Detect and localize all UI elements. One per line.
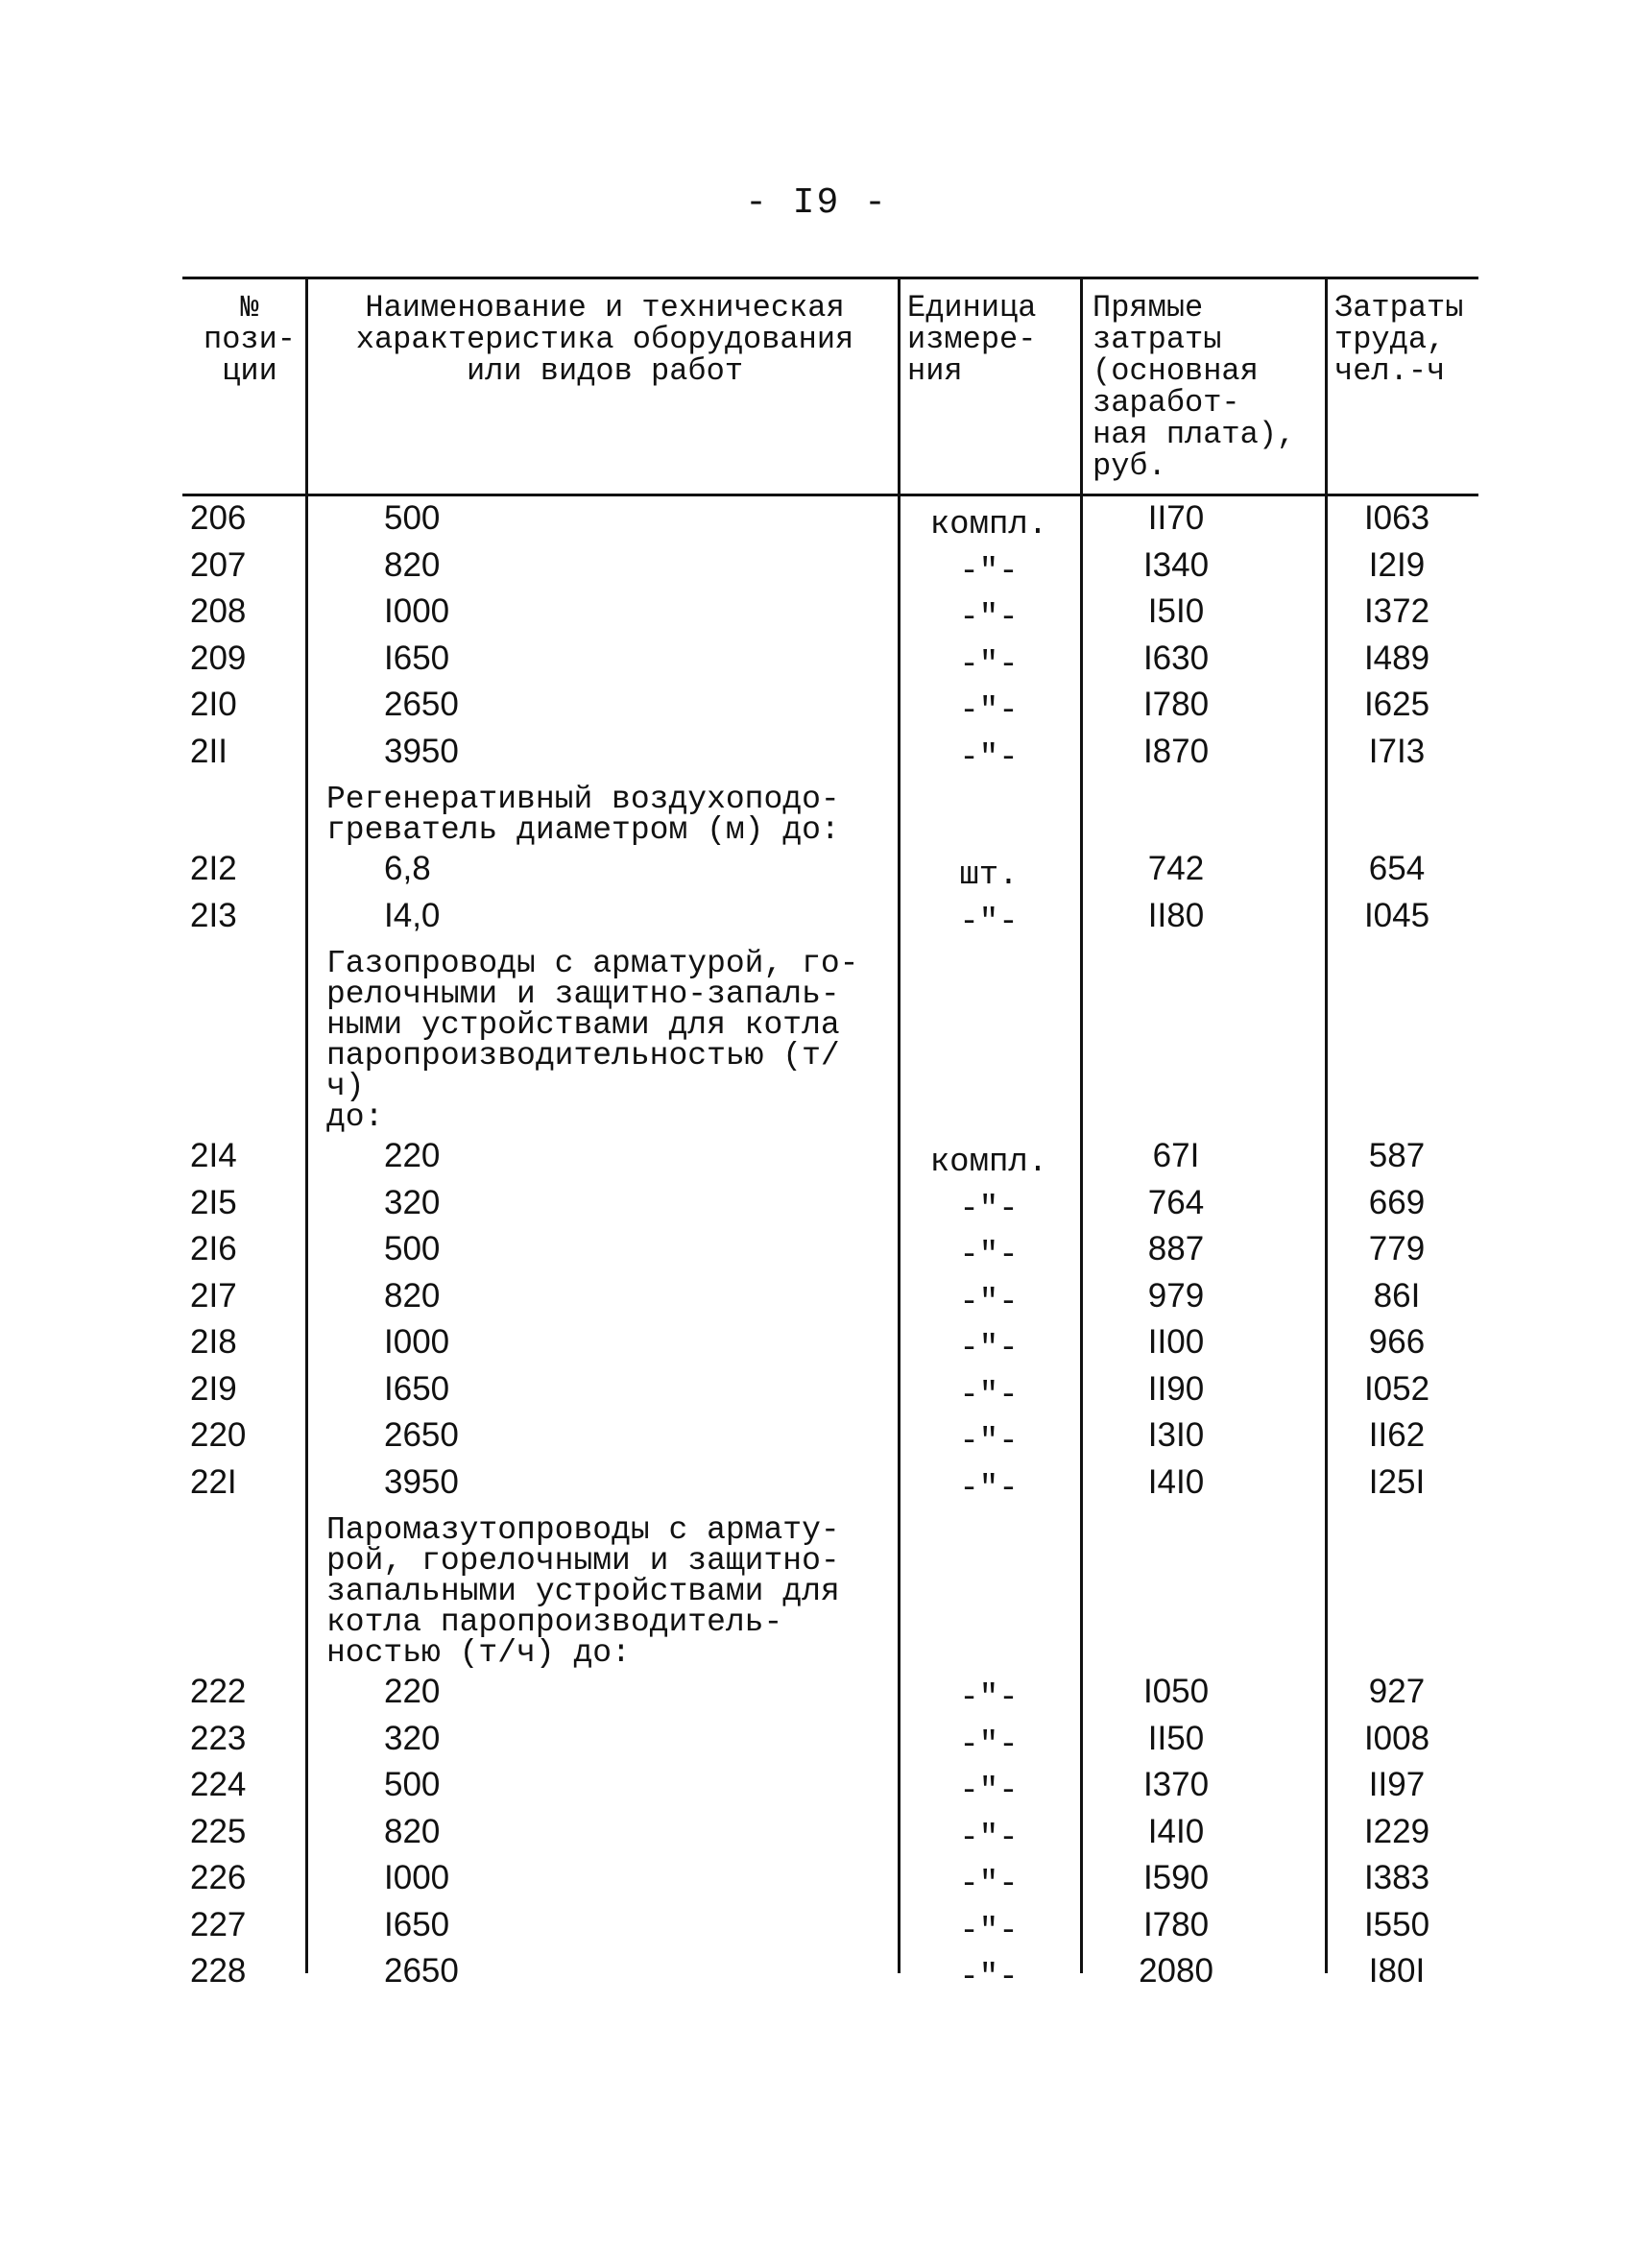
group-heading-row <box>0 1508 1633 1671</box>
unit-cell: -"- <box>959 1726 1019 1764</box>
name-cell: I000 <box>384 592 450 630</box>
unit-cell: -"- <box>959 1191 1019 1228</box>
cost-cell: I780 <box>1142 686 1210 723</box>
unit-cell: -"- <box>959 1773 1019 1810</box>
labor-cell: 669 <box>1368 1183 1426 1221</box>
cost-cell: I340 <box>1142 545 1210 584</box>
table-row <box>0 1857 1633 1904</box>
table-row <box>0 895 1633 942</box>
table-top-rule <box>182 277 1478 279</box>
group-heading-text: Регенеративный воздухоподо- греватель диаметром (м) до: <box>326 782 840 848</box>
labor-cell: I008 <box>1363 1719 1430 1757</box>
name-cell: 6,8 <box>384 850 431 887</box>
labor-cell: 654 <box>1368 850 1426 887</box>
position-cell: 207 <box>190 545 247 584</box>
name-cell: I650 <box>384 1369 450 1408</box>
name-cell: 500 <box>384 1230 441 1267</box>
labor-cell: I383 <box>1363 1859 1430 1896</box>
cost-cell: 979 <box>1147 1276 1205 1315</box>
labor-cell: II62 <box>1368 1416 1426 1454</box>
position-cell: 225 <box>190 1812 247 1850</box>
page-number: - I9 - <box>745 182 888 224</box>
group-heading-text: Газопроводы с арматурой, го- релочными и защитно-запаль- ными устройствами для котла паропроизводительностью (т/ч) до: <box>326 946 859 1135</box>
cost-cell: I370 <box>1142 1766 1210 1803</box>
name-cell: 820 <box>384 1812 441 1850</box>
unit-cell: компл. <box>929 1145 1048 1181</box>
name-cell: 2650 <box>384 1952 459 1990</box>
name-cell: I650 <box>384 639 450 677</box>
cost-cell: I870 <box>1142 732 1210 770</box>
labor-cell: I80I <box>1368 1952 1426 1990</box>
position-cell: 2I4 <box>190 1137 237 1174</box>
table-row <box>0 1764 1633 1811</box>
position-cell: 226 <box>190 1859 247 1896</box>
position-cell: 2I7 <box>190 1276 237 1315</box>
unit-cell: -"- <box>959 1470 1019 1508</box>
cost-cell: I590 <box>1142 1859 1210 1896</box>
name-cell: 2650 <box>384 1416 459 1454</box>
table-row <box>0 848 1633 895</box>
name-cell: I000 <box>384 1859 450 1896</box>
labor-cell: I7I3 <box>1368 732 1426 770</box>
position-cell: 2I2 <box>190 850 237 887</box>
cost-cell: 742 <box>1147 850 1205 887</box>
cost-cell: I4I0 <box>1147 1812 1205 1850</box>
cost-cell: I050 <box>1142 1673 1210 1710</box>
unit-cell: -"- <box>959 1867 1019 1903</box>
header-cost: Прямые затраты (основная заработ- ная плата), руб. <box>1093 290 1296 484</box>
table-row <box>0 1811 1633 1858</box>
table-row <box>0 1275 1633 1322</box>
position-cell: 2I9 <box>190 1369 237 1408</box>
group-heading-row <box>0 941 1633 1135</box>
table-row <box>0 1321 1633 1368</box>
unit-cell: компл. <box>929 507 1048 543</box>
header-position: № пози- ции <box>203 290 296 389</box>
labor-cell: 587 <box>1368 1137 1426 1174</box>
cost-cell: 2080 <box>1139 1952 1213 1990</box>
labor-cell: 966 <box>1368 1323 1426 1361</box>
header-unit: Единица измере- ния <box>907 290 1037 389</box>
position-cell: 224 <box>190 1766 247 1803</box>
unit-cell: -"- <box>959 1377 1019 1414</box>
labor-cell: 86I <box>1373 1276 1421 1315</box>
cost-cell: I5I0 <box>1147 592 1205 630</box>
table-row <box>0 638 1633 685</box>
cost-cell: 887 <box>1147 1230 1205 1267</box>
name-cell: I650 <box>384 1905 450 1943</box>
name-cell: 3950 <box>384 732 459 770</box>
table-row <box>0 1671 1633 1718</box>
header-name: Наименование и техническая характеристика оборудования или видов работ <box>355 290 854 389</box>
table-row <box>0 591 1633 638</box>
cost-cell: 764 <box>1147 1183 1205 1221</box>
position-cell: 22I <box>190 1462 237 1501</box>
unit-cell: -"- <box>959 1331 1019 1367</box>
position-cell: 2I0 <box>190 686 237 723</box>
table-row <box>0 1718 1633 1765</box>
position-cell: 223 <box>190 1719 247 1757</box>
cost-cell: 67I <box>1152 1137 1200 1174</box>
position-cell: 209 <box>190 639 247 677</box>
unit-cell: -"- <box>959 600 1019 637</box>
labor-cell: I489 <box>1363 639 1430 677</box>
table-row <box>0 1135 1633 1182</box>
name-cell: 500 <box>384 1766 441 1803</box>
name-cell: 320 <box>384 1719 441 1757</box>
group-heading-text: Паромазутопроводы с армату- рой, горелочными и защитно- запальными устройствами для котла паропроизводитель- ностью (т/ч) до: <box>326 1512 840 1671</box>
name-cell: 500 <box>384 499 441 537</box>
cost-cell: I4I0 <box>1147 1462 1205 1501</box>
table-row <box>0 1182 1633 1229</box>
table-row <box>0 1368 1633 1415</box>
table-row <box>0 684 1633 731</box>
unit-cell: -"- <box>959 1960 1019 1996</box>
labor-cell: I550 <box>1363 1905 1430 1943</box>
labor-cell: I25I <box>1368 1462 1426 1501</box>
position-cell: 227 <box>190 1905 247 1943</box>
unit-cell: шт. <box>959 857 1019 894</box>
position-cell: 2I5 <box>190 1183 237 1221</box>
unit-cell: -"- <box>959 553 1019 591</box>
cost-cell: II80 <box>1147 896 1205 934</box>
name-cell: 220 <box>384 1137 441 1174</box>
position-cell: 2II <box>190 732 228 770</box>
unit-cell: -"- <box>959 1680 1019 1717</box>
cost-cell: I3I0 <box>1147 1416 1205 1454</box>
table-row <box>0 1950 1633 1997</box>
position-cell: 220 <box>190 1416 247 1454</box>
name-cell: 320 <box>384 1183 441 1221</box>
labor-cell: I063 <box>1363 499 1430 537</box>
name-cell: 820 <box>384 1276 441 1315</box>
table-row <box>0 731 1633 778</box>
name-cell: I4,0 <box>384 896 441 934</box>
unit-cell: -"- <box>959 646 1019 684</box>
unit-cell: -"- <box>959 1820 1019 1857</box>
unit-cell: -"- <box>959 1913 1019 1950</box>
labor-cell: I229 <box>1363 1812 1430 1850</box>
position-cell: 222 <box>190 1673 247 1710</box>
cost-cell: II90 <box>1147 1369 1205 1408</box>
position-cell: 2I3 <box>190 896 237 934</box>
header-bottom-rule <box>182 494 1478 496</box>
position-cell: 208 <box>190 592 247 630</box>
labor-cell: I372 <box>1363 592 1430 630</box>
labor-cell: I2I9 <box>1368 545 1426 584</box>
cost-cell: II50 <box>1147 1719 1205 1757</box>
header-labor: Затраты труда, чел.-ч <box>1334 290 1464 389</box>
position-cell: 228 <box>190 1952 247 1990</box>
name-cell: 3950 <box>384 1462 459 1501</box>
cost-cell: I780 <box>1142 1905 1210 1943</box>
table-row <box>0 497 1633 544</box>
unit-cell: -"- <box>959 1284 1019 1321</box>
labor-cell: I625 <box>1363 686 1430 723</box>
table-row <box>0 1904 1633 1951</box>
unit-cell: -"- <box>959 693 1019 730</box>
name-cell: I000 <box>384 1323 450 1361</box>
position-cell: 2I6 <box>190 1230 237 1267</box>
labor-cell: 779 <box>1368 1230 1426 1267</box>
labor-cell: I045 <box>1363 896 1430 934</box>
labor-cell: 927 <box>1368 1673 1426 1710</box>
table-row <box>0 1414 1633 1461</box>
position-cell: 206 <box>190 499 247 537</box>
labor-cell: I052 <box>1363 1369 1430 1408</box>
unit-cell: -"- <box>959 904 1019 941</box>
table-row <box>0 1461 1633 1508</box>
unit-cell: -"- <box>959 1238 1019 1274</box>
cost-cell: I630 <box>1142 639 1210 677</box>
unit-cell: -"- <box>959 1424 1019 1460</box>
position-cell: 2I8 <box>190 1323 237 1361</box>
name-cell: 220 <box>384 1673 441 1710</box>
cost-cell: II70 <box>1147 499 1205 537</box>
table-body <box>0 497 1633 1997</box>
table-row <box>0 1228 1633 1275</box>
unit-cell: -"- <box>959 739 1019 777</box>
cost-cell: II00 <box>1147 1323 1205 1361</box>
group-heading-row <box>0 777 1633 848</box>
name-cell: 820 <box>384 545 441 584</box>
table-row <box>0 544 1633 591</box>
labor-cell: II97 <box>1368 1766 1426 1803</box>
name-cell: 2650 <box>384 686 459 723</box>
